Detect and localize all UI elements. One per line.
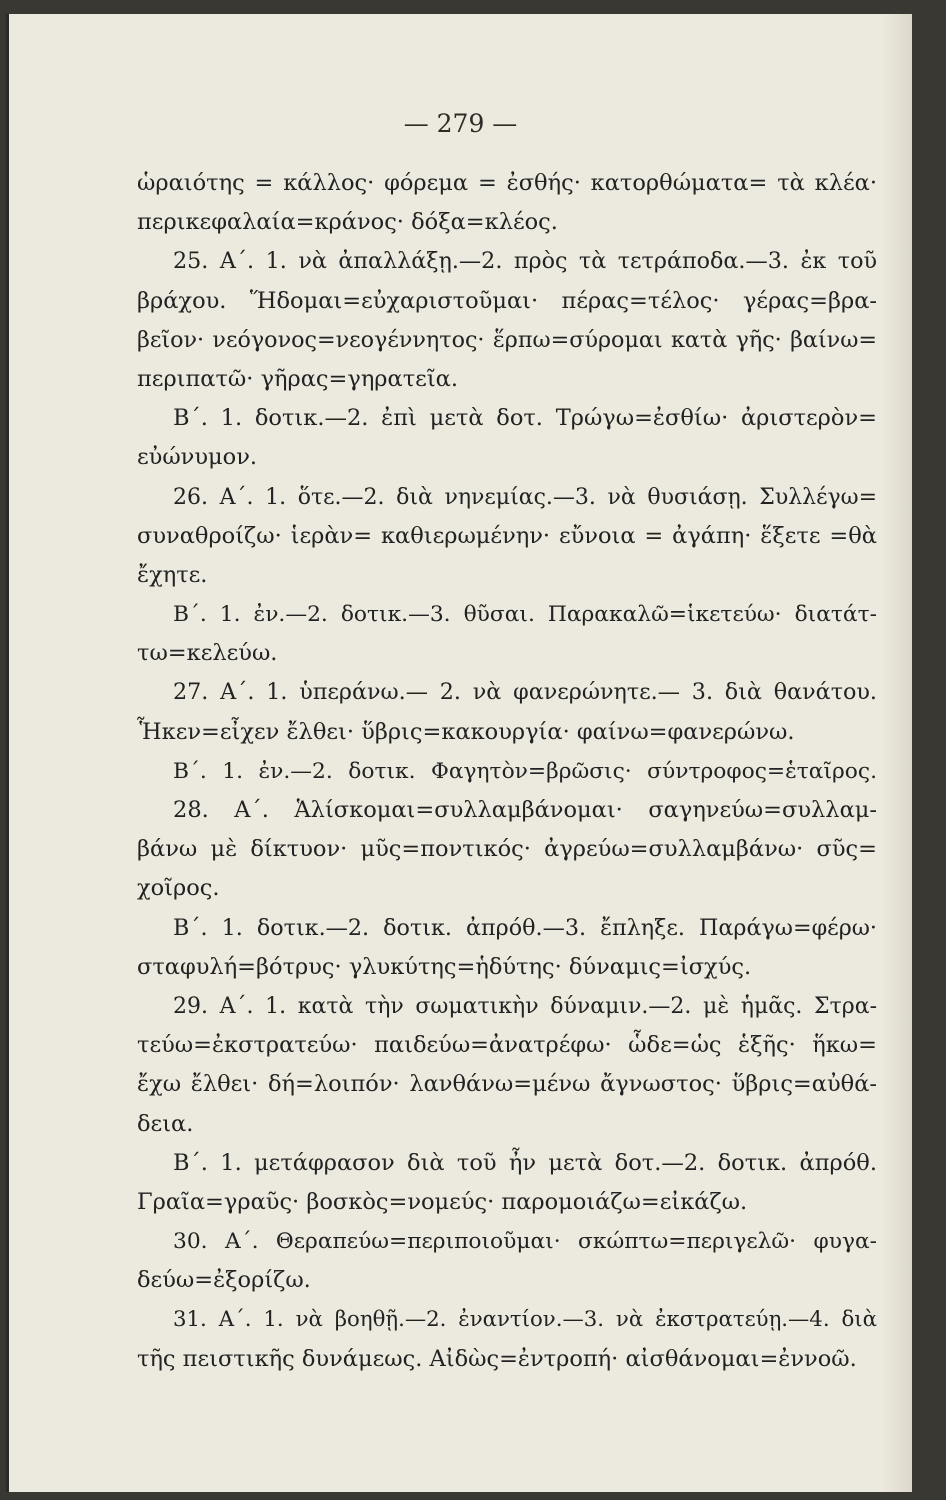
- page-text: [137, 164, 877, 1379]
- text-line: εὐώνυμον.: [137, 444, 258, 471]
- text-line: Β΄. 1. δοτικ.—2. δοτικ. ἀπρόθ.—3. ἔπληξε. Παράγω=φέρω·: [173, 914, 877, 941]
- text-line: Ἧκεν=εἶχεν ἔλθει· ὕβρις=κακουργία· φαίνω=φανερώνω.: [137, 718, 795, 745]
- text-line: περικεφαλαία=κράνος· δόξα=κλέος.: [137, 209, 558, 236]
- text-line: βράχου. Ἥδομαι=εὐχαριστοῦμαι· πέρας=τέλος· γέρας=βρα-: [137, 287, 877, 314]
- text-line: σταφυλή=βότρυς· γλυκύτης=ἡδύτης· δύναμις=ἰσχύς.: [137, 953, 752, 980]
- text-line: δεύω=ἐξορίζω.: [137, 1267, 311, 1294]
- text-line: 26. Α΄. 1. ὅτε.—2. διὰ νηνεμίας.—3. νὰ θυσιάσῃ. Συλλέγω=: [173, 484, 877, 510]
- text-line: 27. Α΄. 1. ὑπεράνω.— 2. νὰ φανερώνητε.— 3. διὰ θανάτου.: [173, 679, 877, 706]
- text-line: Β΄. 1. ἐν.—2. δοτικ.—3. θῦσαι. Παρακαλῶ=ἱκετεύω· διατάτ-: [173, 602, 877, 628]
- text-line: 28. Α΄. Ἁλίσκομαι=συλλαμβάνομαι· σαγηνεύω=συλλαμ-: [173, 797, 877, 823]
- text-line: βάνω μὲ δίκτυον· μῦς=ποντικός· ἀγρεύω=συλλαμβάνω· σῦς=: [137, 836, 877, 863]
- text-line: 25. Α΄. 1. νὰ ἀπαλλάξῃ.—2. πρὸς τὰ τετράποδα.—3. ἐκ τοῦ: [173, 248, 877, 275]
- book-page: [6, 14, 912, 1492]
- text-line: Γραῖα=γραῦς· βοσκὸς=νομεύς· παρομοιάζω=εἰκάζω.: [137, 1188, 748, 1215]
- text-line: τεύω=ἐκστρατεύω· παιδεύω=ἀνατρέφω· ὧδε=ὡς ἑξῆς· ἥκω=: [137, 1032, 877, 1059]
- text-line: 30. Α΄. Θεραπεύω=περιποιοῦμαι· σκώπτω=περιγελῶ· φυγα-: [173, 1229, 877, 1255]
- page-number: — 279 —: [403, 109, 518, 138]
- text-line: βεῖον· νεόγονος=νεογέννητος· ἕρπω=σύρομαι κατὰ γῆς· βαίνω=: [137, 326, 877, 353]
- text-line: ὡραιότης = κάλλος· φόρεμα = ἐσθής· κατορθώματα= τὰ κλέα·: [137, 170, 877, 196]
- text-line: συναθροίζω· ἱερὰν= καθιερωμένην· εὔνοια = ἀγάπη· ἕξετε =θὰ: [137, 522, 877, 549]
- text-line: χοῖρος.: [137, 875, 220, 902]
- page-edge: [882, 14, 912, 1492]
- text-line: Β΄. 1. μετάφρασον διὰ τοῦ ἦν μετὰ δοτ.—2. δοτικ. ἀπρόθ.: [173, 1149, 877, 1176]
- text-line: τω=κελεύω.: [137, 640, 278, 667]
- text-line: ἔχω ἔλθει· δή=λοιπόν· λανθάνω=μένω ἄγνωστος· ὕβρις=αὐθά-: [137, 1071, 877, 1098]
- text-line: περιπατῶ· γῆρας=γηρατεῖα.: [137, 365, 458, 392]
- text-line: τῆς πειστικῆς δυνάμεως. Αἰδὼς=ἐντροπή· αἰσθάνομαι=ἐννοῶ.: [137, 1345, 857, 1372]
- text-line: ἔχητε.: [137, 561, 208, 588]
- text-line: 29. Α΄. 1. κατὰ τὴν σωματικὴν δύναμιν.—2. μὲ ἡμᾶς. Στρα-: [173, 993, 877, 1019]
- text-line: 31. Α΄. 1. νὰ βοηθῇ.—2. ἐναντίον.—3. νὰ ἐκστρατεύῃ.—4. διὰ: [173, 1307, 877, 1333]
- text-line: Β΄. 1. ἐν.—2. δοτικ. Φαγητὸν=βρῶσις· σύντροφος=ἑταῖρος.: [173, 758, 877, 784]
- text-line: δεια.: [137, 1110, 194, 1137]
- text-line: Β΄. 1. δοτικ.—2. ἐπὶ μετὰ δοτ. Τρώγω=ἐσθίω· ἀριστερὸν=: [173, 405, 877, 432]
